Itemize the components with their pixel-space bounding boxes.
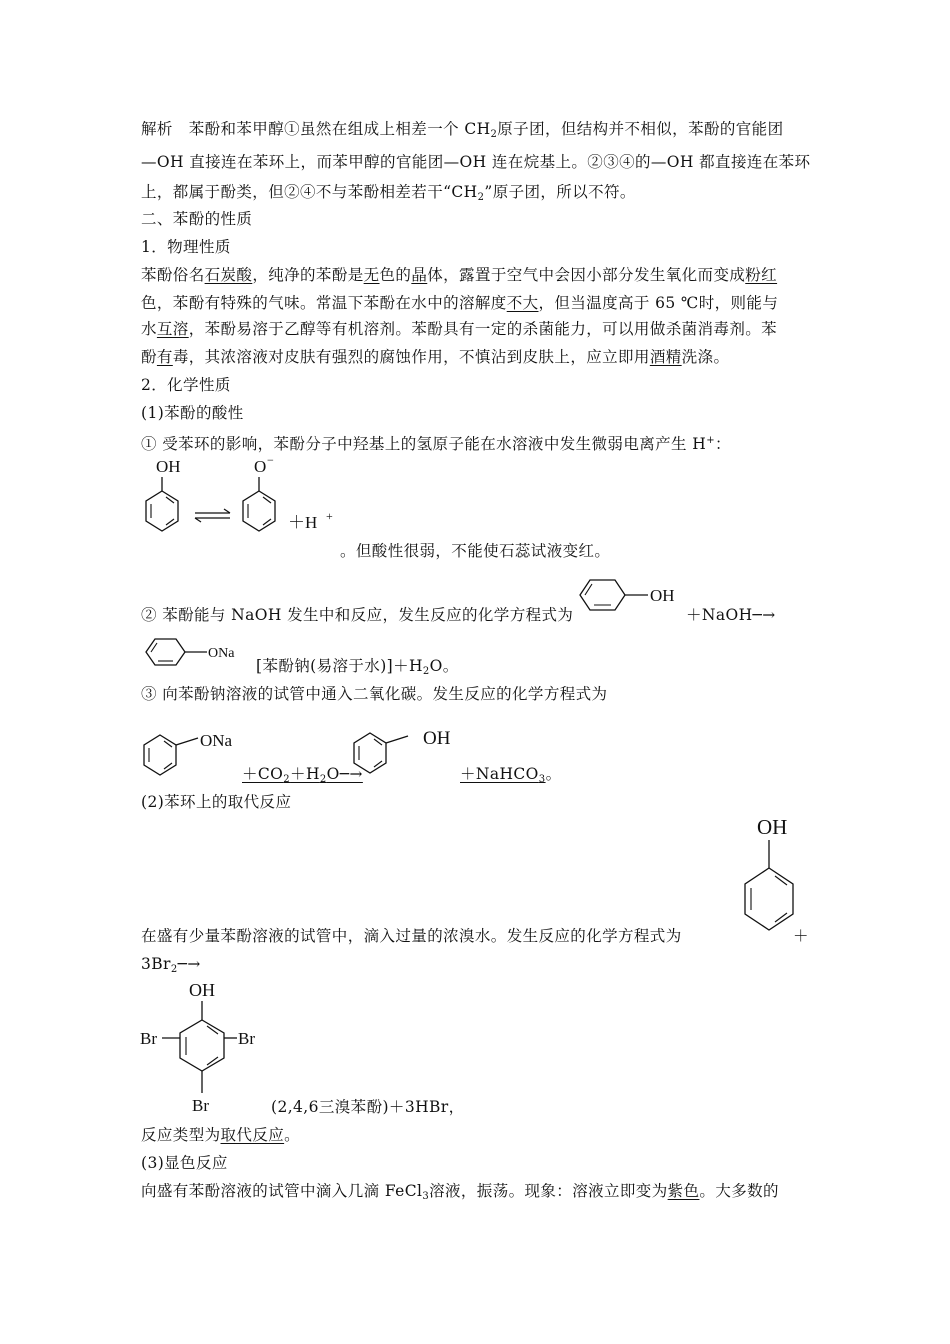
acidity-heading: (1)苯酚的酸性: [141, 404, 244, 422]
substitution-text: 在盛有少量苯酚溶液的试管中，滴入过量的浓溴水。发生反应的化学方程式为: [141, 927, 682, 945]
color-reaction-text: 向盛有苯酚溶液的试管中滴入几滴 FeCl$_3$溶液，振荡。现象：溶液立即变为紫色。大多数的: [141, 1182, 779, 1202]
phenol-oh-label: OH: [189, 980, 215, 1000]
tribromophenol-structure: [140, 978, 270, 1118]
hydrogen-ion-label: ＋H: [288, 513, 318, 532]
bromine-label: Br: [238, 1029, 255, 1048]
phys-line-2: 色，苯酚有特殊的气味。常温下苯酚在水中的溶解度不大，但当温度高于 65 ℃时，则能与: [141, 294, 779, 312]
plus-sign: ＋: [793, 927, 809, 945]
reaction-type: 反应类型为取代反应。: [141, 1126, 301, 1144]
analysis-line-2: —OH 直接连在苯环上，而苯甲醇的官能团—OH 连在烷基上。②③④的—OH 都直接连在苯环: [141, 153, 811, 171]
phys-line-4: 酚有毒，其浓溶液对皮肤有强烈的腐蚀作用，不慎沾到皮肤上，应立即用酒精洗涤。: [141, 348, 730, 366]
acidity-item-1: ① 受苯环的影响，苯酚分子中羟基上的氢原子能在水溶液中发生微弱电离产生 H+：: [141, 435, 731, 453]
phenol-oh-label: OH: [423, 728, 451, 749]
subsection-physical: 1．物理性质: [141, 238, 231, 256]
acidity-note: 。但酸性很弱，不能使石蕊试液变红。: [340, 542, 611, 560]
analysis-line-3: 上，都属于酚类，但②④不与苯酚相差若干“$CH_2$”原子团，所以不符。: [141, 183, 636, 203]
phenol-oh-label: OH: [156, 457, 181, 476]
bromine-label: Br: [140, 1029, 157, 1048]
naoh-reactant: ＋NaOH─→: [686, 606, 776, 624]
section-heading: 二、苯酚的性质: [141, 210, 253, 228]
phenol-horizontal-structure: [570, 575, 690, 615]
phys-line-1: 苯酚俗名石炭酸，纯净的苯酚是无色的晶体，露置于空气中会因小部分发生氧化而变成粉红: [141, 266, 778, 284]
sodium-phenoxide-structure: [140, 635, 250, 670]
bromine-label: Br: [192, 1096, 209, 1115]
phenol-oh-label: OH: [757, 815, 788, 839]
acidity-item-2: ② 苯酚能与 NaOH 发生中和反应，发生反应的化学方程式为: [141, 606, 574, 624]
phys-line-3: 水互溶，苯酚易溶于乙醇等有机溶剂。苯酚具有一定的杀菌能力，可以用做杀菌消毒剂。苯: [141, 320, 778, 338]
ona-label: ONa: [200, 731, 233, 750]
subsection-chemical: 2．化学性质: [141, 376, 231, 394]
sodium-phenoxide-caption: [苯酚钠(易溶于水)]$+H_2O$。: [256, 657, 459, 677]
hydrogen-ion-charge: +: [326, 509, 333, 523]
bromine-reactant: $3Br_2─\to$: [141, 955, 201, 975]
nahco3-product: ＋NaHCO$_3$。: [460, 765, 562, 785]
ona-label: ONa: [208, 646, 235, 661]
analysis-line-1: 解析 苯酚和苯甲醇①虽然在组成上相差一个 $CH_2$原子团，但结构并不相似，苯酚的官能团: [141, 120, 784, 140]
tribromophenol-caption: (2,4,6三溴苯酚)＋3HBr，: [271, 1098, 465, 1116]
acidity-item-3: ③ 向苯酚钠溶液的试管中通入二氧化碳。发生反应的化学方程式为: [141, 685, 608, 703]
phenol-vertical-structure: [735, 812, 815, 942]
phenoxide-o-label: O: [254, 457, 267, 476]
substitution-heading: (2)苯环上的取代反应: [141, 793, 292, 811]
phenoxide-charge-label: −: [267, 453, 274, 467]
phenol-ionization-equation: [140, 455, 360, 555]
co2-reactants: $+CO_2+H_2O─\to$: [242, 765, 363, 785]
phenol-oh-label: OH: [650, 586, 675, 605]
color-reaction-heading: (3)显色反应: [141, 1154, 228, 1172]
